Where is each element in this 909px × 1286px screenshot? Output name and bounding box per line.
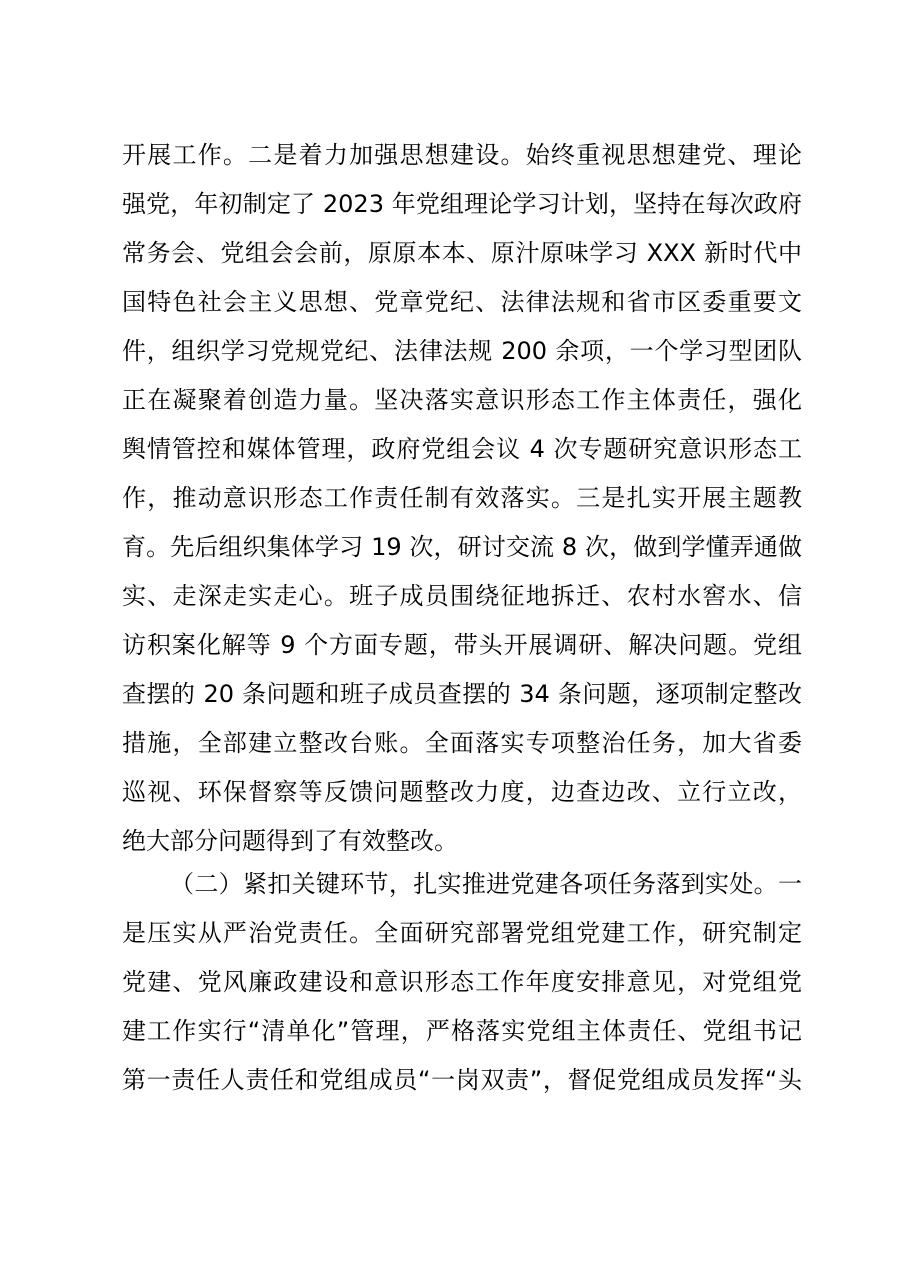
body-paragraph <box>122 860 802 1105</box>
text-line: 育。先后组织集体学习 19 次，研讨交流 8 次，做到学懂弄通做 <box>122 533 802 561</box>
text-line: 正在凝聚着创造力量。坚决落实意识形态工作主体责任，强化 <box>122 386 802 414</box>
text-line: 第一责任人责任和党组成员“一岗双责”，督促党组成员发挥“头 <box>122 1066 802 1094</box>
text-line: 访积案化解等 9 个方面专题，带头开展调研、解决问题。党组 <box>122 631 802 659</box>
text-line: 绝大部分问题得到了有效整改。 <box>122 827 458 855</box>
body-paragraph <box>122 131 802 866</box>
text-line: 实、走深走实走心。班子成员围绕征地拆迁、农村水窖水、信 <box>122 582 802 610</box>
text-line: 党建、党风廉政建设和意识形态工作年度安排意见，对党组党 <box>122 968 802 996</box>
text-line: 建工作实行“清单化”管理，严格落实党组主体责任、党组书记 <box>122 1017 802 1045</box>
text-line: 件，组织学习党规党纪、法律法规 200 余项，一个学习型团队 <box>122 337 802 365</box>
text-line: 作，推动意识形态工作责任制有效落实。三是扎实开展主题教 <box>122 484 802 512</box>
text-line: 强党，年初制定了 2023 年党组理论学习计划，坚持在每次政府 <box>122 190 802 218</box>
text-line: 是压实从严治党责任。全面研究部署党组党建工作，研究制定 <box>122 919 802 947</box>
text-line: （二）紧扣关键环节，扎实推进党建各项任务落到实处。一 <box>170 870 802 898</box>
text-line: 开展工作。二是着力加强思想建设。始终重视思想建党、理论 <box>122 141 802 169</box>
text-line: 巡视、环保督察等反馈问题整改力度，边查边改、立行立改， <box>122 778 802 806</box>
text-line: 措施，全部建立整改台账。全面落实专项整治任务，加大省委 <box>122 729 802 757</box>
text-line: 舆情管控和媒体管理，政府党组会议 4 次专题研究意识形态工 <box>122 435 802 463</box>
text-line: 国特色社会主义思想、党章党纪、法律法规和省市区委重要文 <box>122 288 802 316</box>
text-line: 查摆的 20 条问题和班子成员查摆的 34 条问题，逐项制定整改 <box>122 680 802 708</box>
text-line: 常务会、党组会会前，原原本本、原汁原味学习 XXX 新时代中 <box>122 239 802 267</box>
